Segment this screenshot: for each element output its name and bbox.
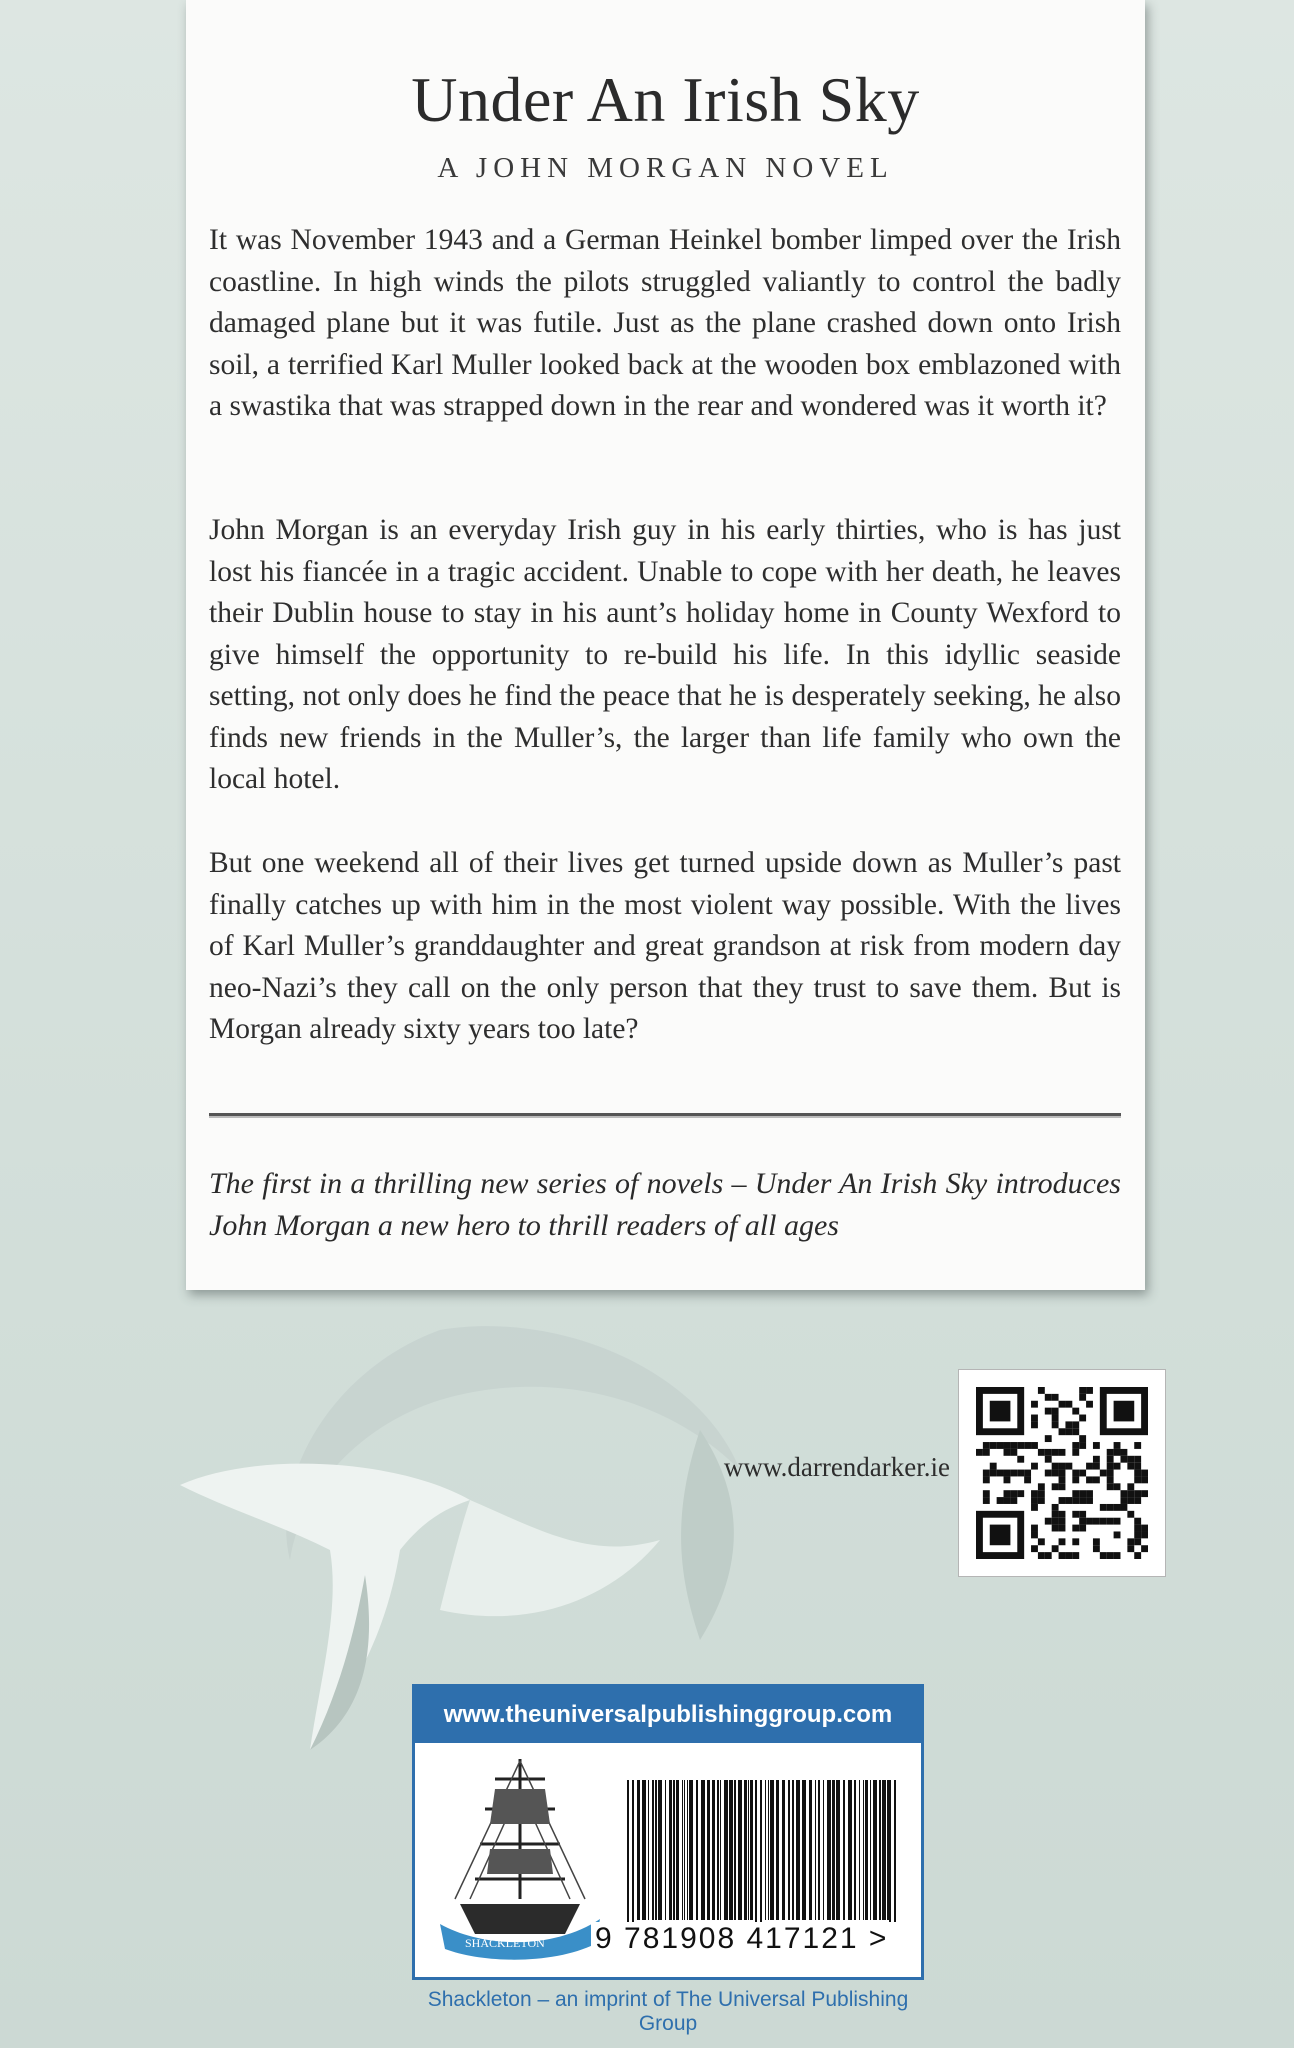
- author-website[interactable]: www.darrendarker.ie: [723, 1452, 950, 1482]
- blurb-paragraph-3: But one weekend all of their lives get turned upside down as Muller’s past finally catches up with him in the most violent way possible. With the lives of Karl Muller’s granddaughter and great grandson at risk from modern day neo-Nazi’s they call on the only person that they trust to save them. But is Morgan already sixty years too late?: [209, 847, 1121, 1045]
- blurb-paragraph-1: It was November 1943 and a German Heinkel bomber limped over the Irish coastline. In high winds the pilots struggled valiantly to control the badly damaged plane but it was futile. Just as the plane crashed down onto Irish soil, a terrified Karl Muller looked back at the wooden box emblazoned with a swastika that was strapped down in the rear and wondered was it worth it?: [209, 224, 1121, 422]
- publisher-box: [412, 1684, 924, 1980]
- ship-logo-icon: [435, 1749, 605, 1969]
- qr-code-icon[interactable]: [958, 1369, 1166, 1577]
- tagline: The first in a thrilling new series of novels – Under An Irish Sky introduces John Morgan a new hero to thrill readers of all ages: [209, 1167, 1121, 1242]
- series-subtitle: A JOHN MORGAN NOVEL: [437, 152, 894, 184]
- isbn-number: 9 781908 417121 >: [591, 1922, 915, 1956]
- divider: [209, 1113, 1121, 1118]
- blurb-paragraph-2: John Morgan is an everyday Irish guy in his early thirties, who is has just lost his fiancée in a tragic accident. Unable to cope with her death, he leaves their Dublin house to stay in his aunt’s holiday home in County Wexford to give himself the opportunity to re-build his life. In this idyllic seaside setting, not only does he find the peace that he is desperately seeking, he also finds new friends in the Muller’s, the larger than life family who own the local hotel.: [209, 514, 1121, 795]
- book-title: Under An Irish Sky: [411, 64, 920, 135]
- ship-logo-label: SHACKLETON: [465, 1936, 545, 1950]
- publisher-imprint: Shackleton – an imprint of The Universal Publishing Group: [427, 1988, 909, 2035]
- blurb-panel: [186, 0, 1145, 1290]
- qr-code-graphic: [976, 1387, 1148, 1559]
- publisher-url[interactable]: www.theuniversalpublishinggroup.com: [415, 1687, 921, 1743]
